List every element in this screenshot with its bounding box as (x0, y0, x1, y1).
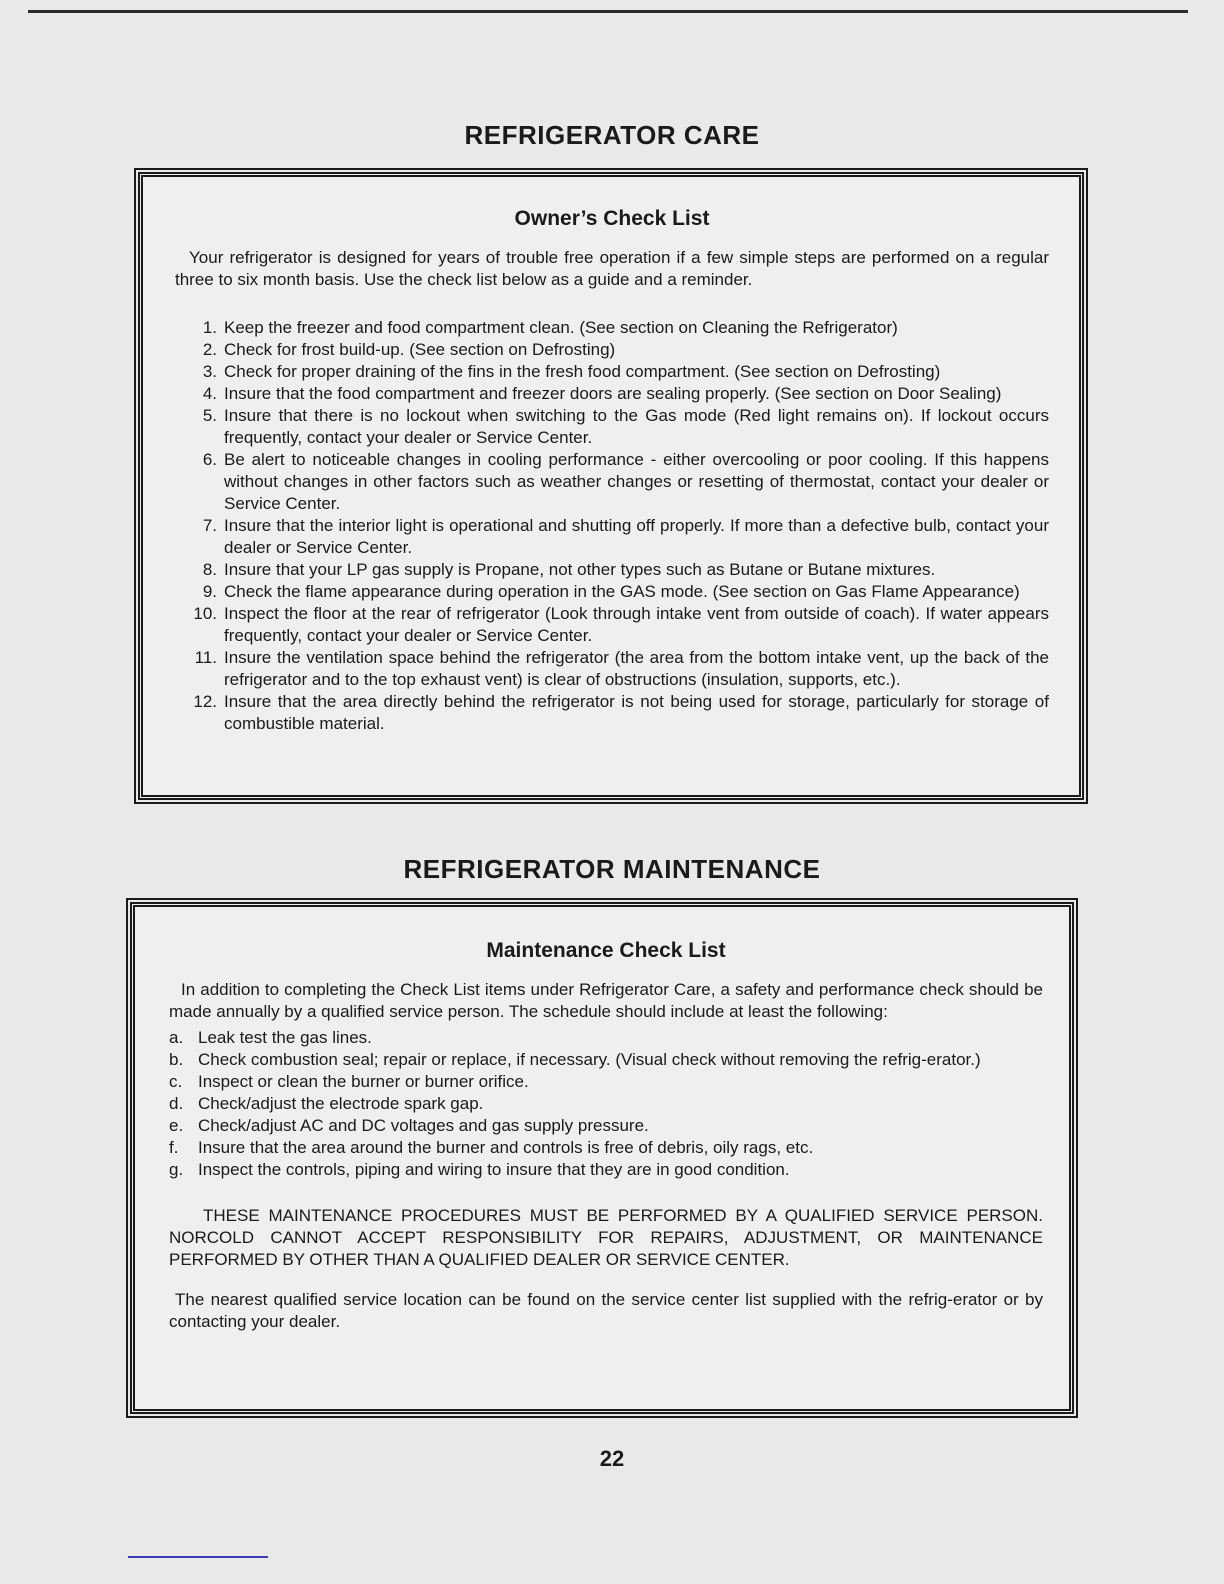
list-item-number: a. (169, 1028, 184, 1047)
list-item-number: 6. (202, 450, 217, 469)
care-checklist (175, 317, 1049, 735)
list-item-number: 10. (193, 604, 217, 623)
list-item (175, 383, 1049, 405)
owners-check-list-title: Owner’s Check List (514, 207, 710, 230)
list-item-text: Insure that the area around the burner and controls is free of debris, oily rags, etc. (198, 1138, 814, 1157)
list-item-text: Check for proper draining of the fins in the fresh food compartment. (See section on Defrosting) (224, 362, 941, 381)
list-item (175, 691, 1049, 735)
list-item-text: Insure the ventilation space behind the refrigerator (the area from the bottom intake vent, up the back of the refrigerator and to the top exhaust vent) is clear of obstructions (insulation, supports, etc.). (224, 648, 1049, 689)
maintenance-checklist (169, 1027, 1043, 1181)
list-item-number: 8. (202, 560, 217, 579)
list-item-number: 9. (202, 582, 217, 601)
maintenance-intro: In addition to completing the Check List items under Refrigerator Care, a safety and performance check should be made annually by a qualified service person. The schedule should include at least the following: (169, 980, 1043, 1021)
list-item-number: c. (169, 1072, 183, 1091)
list-item (175, 603, 1049, 647)
list-item (169, 1071, 1043, 1093)
list-item (175, 405, 1049, 449)
list-item (169, 1093, 1043, 1115)
list-item-number: 3. (202, 362, 217, 381)
service-location-note: The nearest qualified service location can be found on the service center list supplied with the refrig-erator or by contacting your dealer. (169, 1290, 1043, 1331)
list-item (169, 1049, 1043, 1071)
owners-check-list-box (138, 172, 1084, 800)
list-item-text: Be alert to noticeable changes in cooling performance - either overcooling or poor cooling. If this happens without changes in other factors such as weather changes or resetting of thermostat, contact your dealer or Service Center. (224, 450, 1049, 513)
list-item (169, 1137, 1043, 1159)
list-item-text: Insure that the food compartment and freezer doors are sealing properly. (See section on Door Sealing) (224, 384, 1002, 403)
list-item-number: 1. (202, 318, 217, 337)
list-item-number: 5. (202, 406, 217, 425)
list-item-number: f. (169, 1138, 179, 1157)
list-item (175, 581, 1049, 603)
list-item-number: 12. (193, 692, 217, 711)
list-item-number: b. (169, 1050, 184, 1069)
list-item (175, 317, 1049, 339)
maintenance-check-list-title: Maintenance Check List (486, 939, 726, 962)
list-item-text: Inspect or clean the burner or burner orifice. (198, 1072, 529, 1091)
list-item-text: Check/adjust AC and DC voltages and gas supply pressure. (198, 1116, 649, 1135)
maintenance-section-title: REFRIGERATOR MAINTENANCE (403, 854, 821, 884)
list-item (169, 1159, 1043, 1181)
list-item-number: 4. (202, 384, 217, 403)
list-item-number: 11. (194, 648, 217, 667)
list-item (175, 515, 1049, 559)
list-item-text: Insure that the interior light is operational and shutting off properly. If more than a defective bulb, contact your dealer or Service Center. (224, 516, 1049, 557)
list-item-text: Check the flame appearance during operation in the GAS mode. (See section on Gas Flame Appearance) (224, 582, 1020, 601)
care-section-title: REFRIGERATOR CARE (464, 120, 760, 150)
list-item-number: 2. (202, 340, 217, 359)
list-item-text: Insure that there is no lockout when switching to the Gas mode (Red light remains on). If lockout occurs frequently, contact your dealer or Service Center. (224, 406, 1049, 447)
list-item (169, 1115, 1043, 1137)
list-item (175, 361, 1049, 383)
maintenance-check-list-box (130, 902, 1074, 1414)
list-item-text: Leak test the gas lines. (198, 1028, 372, 1047)
care-intro: Your refrigerator is designed for years of trouble free operation if a few simple steps are performed on a regular three to six month basis. Use the check list below as a guide and a reminder. (175, 248, 1049, 289)
top-rule (28, 10, 1188, 13)
list-item (175, 647, 1049, 691)
list-item-number: d. (169, 1094, 184, 1113)
list-item (169, 1027, 1043, 1049)
list-item (175, 339, 1049, 361)
list-item-number: e. (169, 1116, 184, 1135)
bottom-rule (128, 1556, 268, 1558)
list-item-text: Insure that the area directly behind the refrigerator is not being used for storage, particularly for storage of combustible material. (224, 692, 1049, 733)
list-item-number: g. (169, 1160, 184, 1179)
page-number: 22 (599, 1446, 625, 1471)
list-item-number: 7. (202, 516, 217, 535)
list-item (175, 449, 1049, 515)
list-item-text: Inspect the floor at the rear of refrigerator (Look through intake vent from outside of coach). If water appears frequently, contact your dealer or Service Center. (224, 604, 1049, 645)
list-item (175, 559, 1049, 581)
list-item-text: Check/adjust the electrode spark gap. (198, 1094, 484, 1113)
list-item-text: Keep the freezer and food compartment clean. (See section on Cleaning the Refrigerator) (224, 318, 898, 337)
list-item-text: Insure that your LP gas supply is Propane, not other types such as Butane or Butane mixtures. (224, 560, 936, 579)
list-item-text: Inspect the controls, piping and wiring to insure that they are in good condition. (198, 1160, 790, 1179)
list-item-text: Check for frost build-up. (See section on Defrosting) (224, 340, 616, 359)
maintenance-warning: THESE MAINTENANCE PROCEDURES MUST BE PERFORMED BY A QUALIFIED SERVICE PERSON. NORCOLD CANNOT ACCEPT RESPONSIBILITY FOR REPAIRS, ADJUSTMENT, OR MAINTENANCE PERFORMED BY OTHER THAN A QUALIFIED DEALER OR SERVICE CENTER. (169, 1206, 1043, 1269)
list-item-text: Check combustion seal; repair or replace, if necessary. (Visual check without removing the refrig-erator.) (198, 1050, 981, 1069)
